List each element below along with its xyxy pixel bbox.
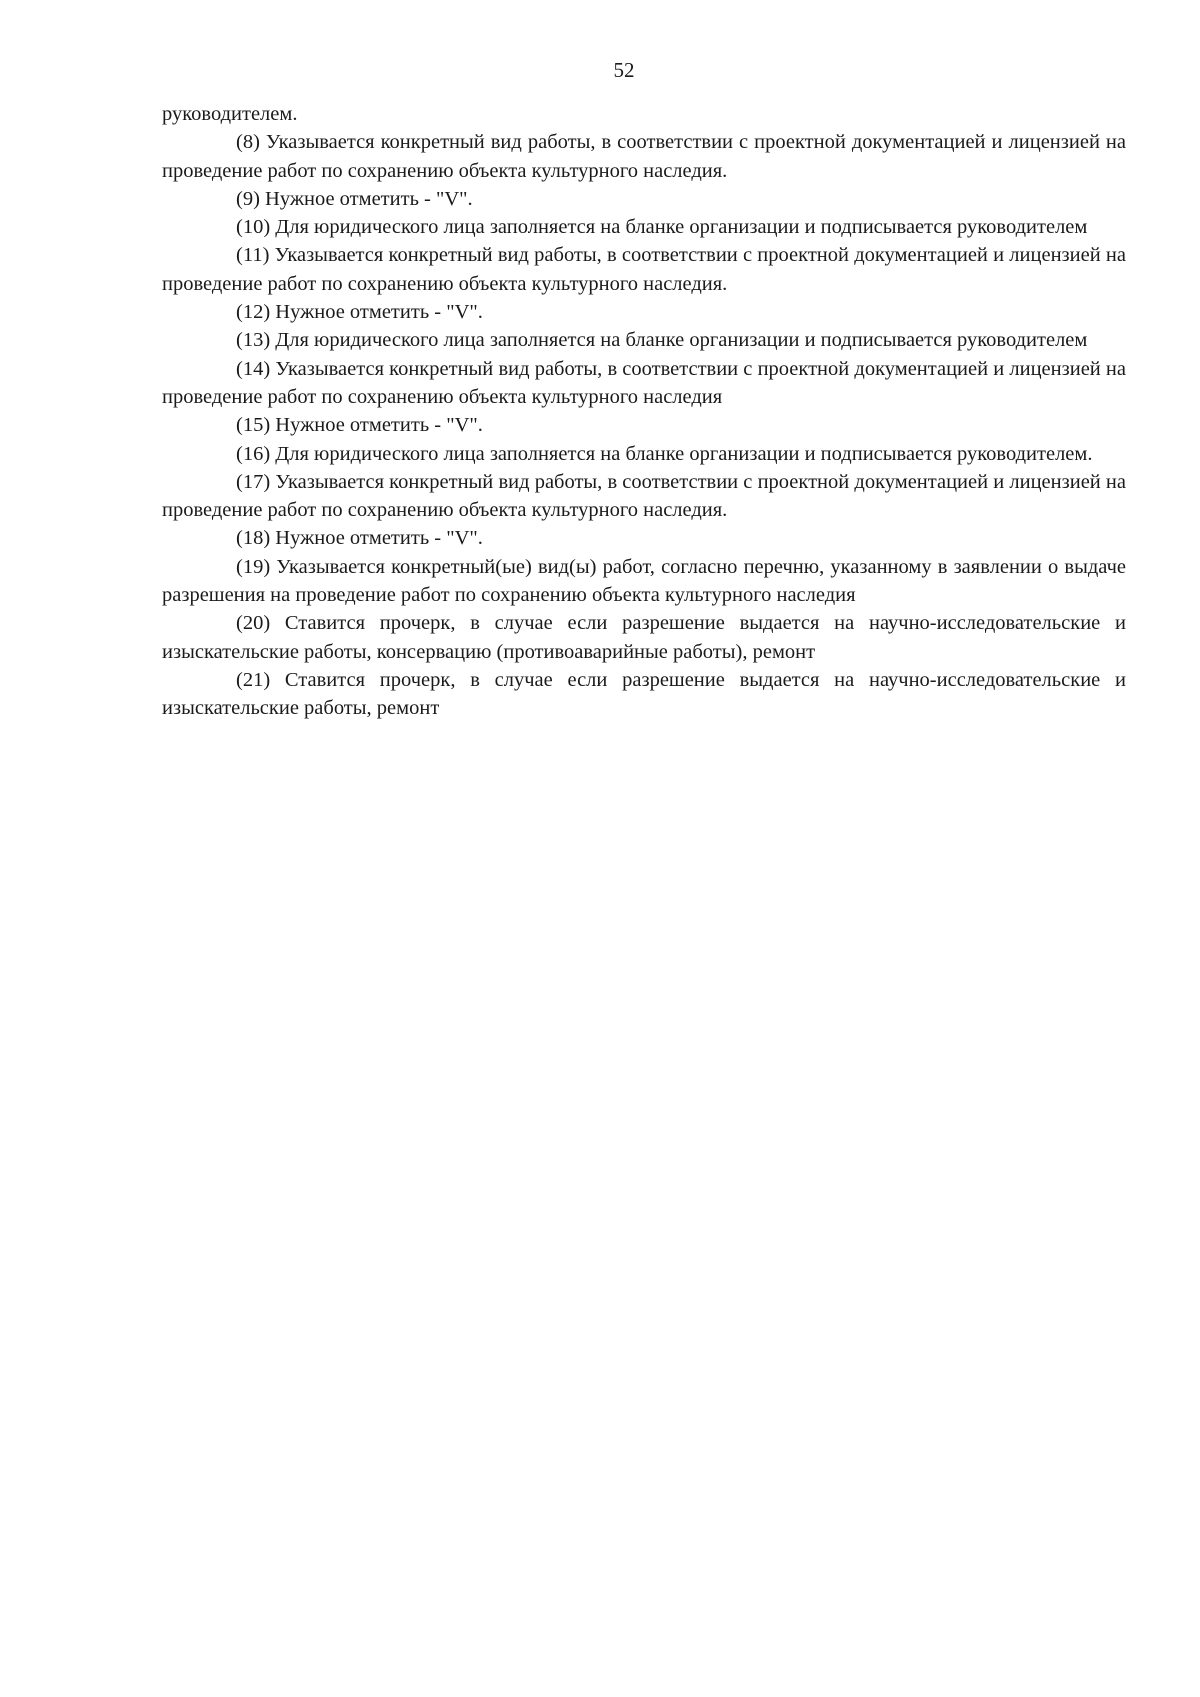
note-18: (18) Нужное отметить - "V". xyxy=(236,527,483,550)
note-14: (14) Указывается конкретный вид работы, в соответствии с проектной документацией и лицензией на проведение работ по сохранению объекта культурного наследия xyxy=(162,357,1126,408)
note-13: (13) Для юридического лица заполняется на бланке организации и подписывается руководителем xyxy=(236,329,1088,352)
note-12: (12) Нужное отметить - "V". xyxy=(236,301,483,324)
paragraph-continuation: руководителем. xyxy=(162,103,298,125)
page-number: 52 xyxy=(613,58,635,82)
note-15: (15) Нужное отметить - "V". xyxy=(236,414,483,437)
note-10: (10) Для юридического лица заполняется на бланке организации и подписывается руководителем xyxy=(236,216,1088,239)
note-19: (19) Указывается конкретный(ые) вид(ы) работ, согласно перечню, указанному в заявлении о выдаче разрешения на проведение работ по сохранению объекта культурного наследия xyxy=(162,555,1126,607)
note-17: (17) Указывается конкретный вид работы, в соответствии с проектной документацией и лицензией на проведение работ по сохранению объекта культурного наследия. xyxy=(162,470,1126,522)
document-body xyxy=(162,100,1126,723)
note-16: (16) Для юридического лица заполняется на бланке организации и подписывается руководителем. xyxy=(236,442,1093,465)
note-9: (9) Нужное отметить - "V". xyxy=(236,187,473,210)
note-11: (11) Указывается конкретный вид работы, в соответствии с проектной документацией и лицензией на проведение работ по сохранению объекта культурного наследия. xyxy=(162,244,1126,295)
note-21: (21) Ставится прочерк, в случае если разрешение выдается на научно-исследовательские и изыскательские работы, ремонт xyxy=(162,668,1126,720)
note-8: (8) Указывается конкретный вид работы, в соответствии с проектной документацией и лицензией на проведение работ по сохранению объекта культурного наследия. xyxy=(162,131,1126,182)
note-20: (20) Ставится прочерк, в случае если разрешение выдается на научно-исследовательские и изыскательские работы, консервацию (противоаварийные работы), ремонт xyxy=(162,612,1126,663)
